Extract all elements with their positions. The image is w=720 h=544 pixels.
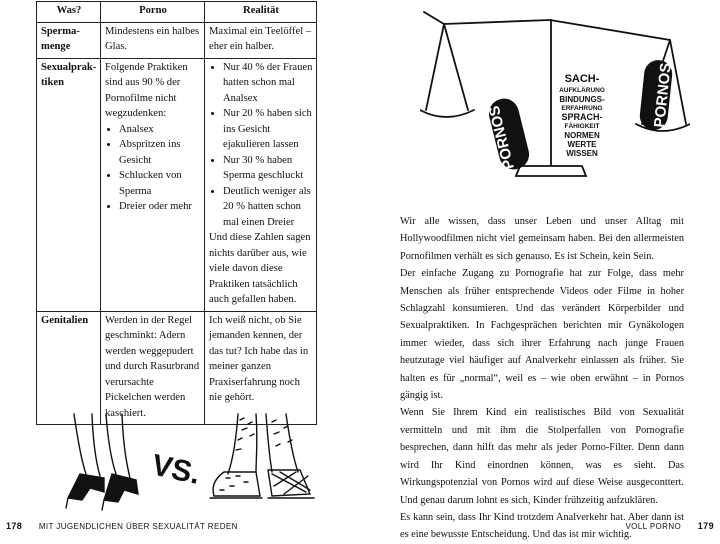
comparison-table — [36, 1, 317, 425]
page-number-left: 178 — [6, 521, 23, 531]
realitaet-cell: Ich weiß nicht, ob Sie jemanden kennen, der das tut? Ich habe das in meiner ganzen Praxiserfahrung noch nie gehört. — [205, 311, 317, 425]
comparison-table-wrapper — [36, 1, 317, 425]
porno-cell: Mindestens ein halbes Glas. — [101, 22, 205, 58]
porno-cell — [101, 58, 205, 311]
header-realitaet: Realität — [205, 2, 317, 23]
scale-word: ERFAHRUNG — [561, 105, 603, 112]
footer-right — [625, 521, 714, 531]
balance-scale-illustration — [420, 6, 690, 192]
scale-word: AUFKLÄRUNG — [559, 87, 605, 94]
body-paragraph: Der einfache Zugang zu Pornografie hat zur Folge, dass mehr Menschen als früher entsprechende Videos oder Filme in hoher Schlagzahl konsumieren. Und das verändert Körperbilder und Sexualpraktiken. In Fachgesprächen berichten mir Gynäkologen immer wieder, dass sich ihrer Erfahrung nach junge Frauen heutzutage viel häufiger auf Analverkehr einlassen als früher. Sie halten es für „normal“, weil es – wie oben erwähnt – in Pornos gängig ist. — [400, 268, 684, 402]
feet-vs-illustration — [60, 412, 320, 512]
realitaet-outro: Und diese Zahlen sagen nichts darüber aus, wie viele davon diese Praktiken tatsächlich auch gefallen haben. — [209, 232, 311, 305]
list-item: • Nur 20 % haben sich ins Gesicht ejakulieren lassen — [223, 106, 313, 153]
footer-left — [6, 521, 238, 531]
scale-word: FÄHIGKEIT — [564, 123, 600, 130]
running-title-right: VOLL PORNO — [625, 522, 682, 531]
body-paragraph: Wir alle wissen, dass unser Leben und unser Alltag mit Hollywoodfilmen nicht viel gemeinsam haben. Bei den allermeisten Pornofilmen verhält es sich genauso. Es ist Schein, kein Sein. — [400, 216, 684, 262]
table-row-genitalien — [37, 311, 317, 425]
scale-word: NORMEN — [564, 131, 600, 140]
body-paragraph: Wenn Sie Ihrem Kind ein realistisches Bild von Sexualität vermitteln und mit ihm die Stolperfallen von Pornografie besprechen, dann hilft das mehr als jeder Porno-Filter. Denn dann wird Ihr Kind einordnen können, was es sieht. Das Wirkungspotenzial von Pornos wird auf diese Weise ausgeconttert. Und genau darum lohnt es sich, Kinder frühzeitig aufzuklären. — [400, 407, 684, 506]
scale-word: BINDUNGS- — [559, 95, 605, 104]
page-number-right: 179 — [697, 521, 714, 531]
scale-left-label: PORNOS — [485, 103, 518, 172]
list-item: • Nur 40 % der Frauen hatten schon mal Analsex — [223, 60, 313, 107]
table-row-sexualpraktiken — [37, 58, 317, 311]
body-paragraph: Es kann sein, dass Ihr Kind trotzdem Analverkehr hat. Aber dann ist es eine bewusste Entscheidung. Und das ist mir wichtig. — [400, 511, 684, 541]
list-item: • Abspritzen ins Gesicht — [119, 137, 201, 168]
realitaet-list — [209, 60, 313, 231]
list-item: • Analsex — [119, 122, 201, 138]
row-label: Sperma-menge — [37, 22, 101, 58]
scale-word: WERTE — [567, 140, 597, 149]
header-was: Was? — [37, 2, 101, 23]
list-item: • Nur 30 % haben Sperma geschluckt — [223, 153, 313, 184]
table-header-row — [37, 2, 317, 23]
realitaet-cell: Maximal ein Teelöffel – eher ein halber. — [205, 22, 317, 58]
list-item: • Schlucken von Sperma — [119, 168, 201, 199]
scale-word: SPRACH- — [561, 112, 603, 122]
vs-label: VS. — [148, 448, 204, 491]
running-title-left: MIT JUGENDLICHEN ÜBER SEXUALITÄT REDEN — [38, 522, 238, 531]
realitaet-cell — [205, 58, 317, 311]
body-text — [400, 213, 684, 544]
header-porno: Porno — [101, 2, 205, 23]
porno-intro: Folgende Praktiken sind aus 90 % der Pornofilme nicht wegzudenken: — [105, 61, 188, 119]
row-label: Sexualprak-tiken — [37, 58, 101, 311]
porno-list — [105, 122, 201, 215]
scale-word: SACH- — [564, 73, 600, 85]
row-label: Genitalien — [37, 311, 101, 425]
scale-right-label: PORNOS — [651, 61, 675, 129]
list-item: • Dreier oder mehr — [119, 199, 201, 215]
porno-cell: Werden in der Regel geschminkt: Adern werden weggepudert und durch Rasurbrand verursachte Pickelchen werden kaschiert. — [101, 311, 205, 425]
table-row-spermamenge — [37, 22, 317, 58]
list-item: • Deutlich weniger als 20 % hatten schon mal einen Dreier — [223, 184, 313, 231]
scale-word: WISSEN — [566, 149, 598, 158]
